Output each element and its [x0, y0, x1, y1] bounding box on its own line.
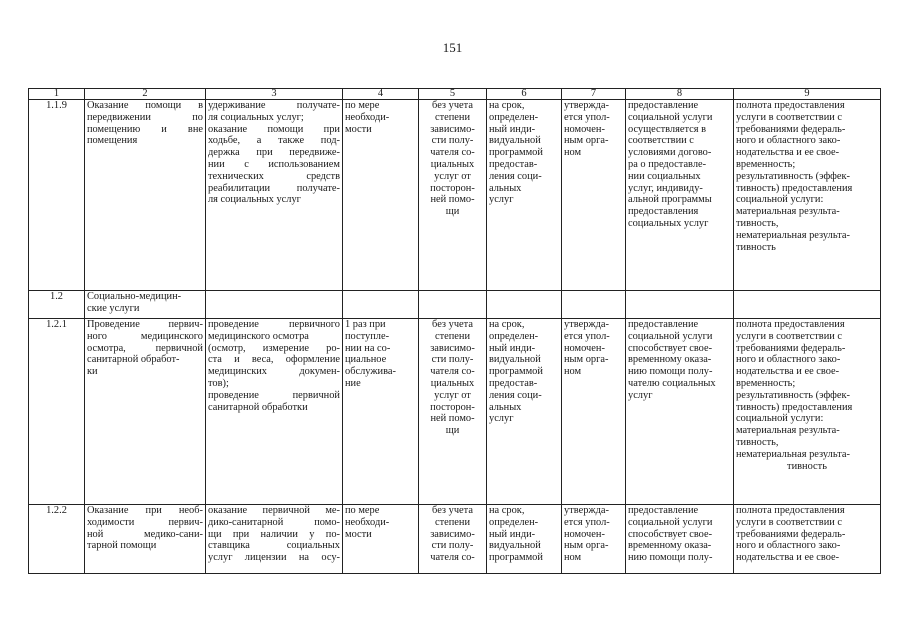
table-row	[29, 100, 881, 291]
row-number: 1.2.1	[29, 319, 85, 505]
empty-cell	[343, 291, 419, 319]
empty-cell	[626, 291, 734, 319]
table-row	[29, 505, 881, 574]
tariff-cell: утвержда- ется упол- номочен- ным орга- ном	[562, 319, 626, 505]
service-name-cell: Проведение первич- ного медицинского осмотра, первичной санитарной обработ- ки	[85, 319, 206, 505]
term-cell: на срок, определен- ный инди- видуальной программой предостав- ления соци- альных услуг	[487, 319, 562, 505]
table-row	[29, 291, 881, 319]
table-header-row	[29, 89, 881, 100]
quality-indicators-cell: полнота предоставления услуги в соответствии с требованиями федераль- ного и областного зако- нодательства и ее свое-	[734, 505, 881, 574]
column-header: 4	[343, 89, 419, 100]
row-number: 1.2.2	[29, 505, 85, 574]
section-title-cell: Социально-медицин- ские услуги	[85, 291, 206, 319]
term-cell: на срок, определен- ный инди- видуальной программой предостав- ления соци- альных услуг	[487, 100, 562, 291]
table-row	[29, 319, 881, 505]
column-header: 8	[626, 89, 734, 100]
periodicity-cell: по мере необходи- мости	[343, 505, 419, 574]
column-header: 9	[734, 89, 881, 100]
services-table	[28, 88, 881, 574]
dependency-cell: без учета степени зависимо- сти полу- чателя со- циальных услуг от посторон- ней помо- щи	[419, 100, 487, 291]
row-number: 1.1.9	[29, 100, 85, 291]
column-header: 7	[562, 89, 626, 100]
service-content-cell: проведение первичного медицинского осмотра (осмотр, измерение ро- ста и веса, оформление медицинских докумен- тов); проведение первичной санитарной обработки	[206, 319, 343, 505]
column-header: 6	[487, 89, 562, 100]
dependency-cell: без учета степени зависимо- сти полу- чателя со-	[419, 505, 487, 574]
service-content-cell: удерживание получате- ля социальных услуг; оказание помощи при ходьбе, а также под- держка при передвиже- нии с использованием технических средств реабилитации получате- ля социальных услуг	[206, 100, 343, 291]
service-name-cell: Оказание помощи в передвижении по помещению и вне помещения	[85, 100, 206, 291]
column-header: 2	[85, 89, 206, 100]
row-number: 1.2	[29, 291, 85, 319]
empty-cell	[487, 291, 562, 319]
term-cell: на срок, определен- ный инди- видуальной программой	[487, 505, 562, 574]
quality-indicators-cell: полнота предоставления услуги в соответствии с требованиями федераль- ного и областного зако- нодательства и ее свое- временность; результативность (эффек- тивность) предоставления социальной услуги: материальная результа- тивность, нематериальная результа- тивность	[734, 319, 881, 505]
empty-cell	[419, 291, 487, 319]
periodicity-cell: по мере необходи- мости	[343, 100, 419, 291]
page-number: 151	[442, 40, 463, 55]
empty-cell	[734, 291, 881, 319]
conditions-cell: предоставление социальной услуги способствует свое- временному оказа- нию помощи полу-	[626, 505, 734, 574]
tariff-cell: утвержда- ется упол- номочен- ным орга- ном	[562, 505, 626, 574]
empty-cell	[206, 291, 343, 319]
service-name-cell: Оказание при необ- ходимости первич- ной медико-сани- тарной помощи	[85, 505, 206, 574]
service-content-cell: оказание первичной ме- дико-санитарной помо- щи при наличии у по- ставщика социальных услуг лицензии на осу-	[206, 505, 343, 574]
column-header: 1	[29, 89, 85, 100]
quality-indicators-cell: полнота предоставления услуги в соответствии с требованиями федераль- ного и областного зако- нодательства и ее свое- временность; результативность (эффек- тивность) предоставления социальной услуги: материальная результа- тивность, нематериальная результа- тивность	[734, 100, 881, 291]
periodicity-cell: 1 раз при поступле- нии на со- циальное обслужива- ние	[343, 319, 419, 505]
dependency-cell: без учета степени зависимо- сти полу- чателя со- циальных услуг от посторон- ней помо- щи	[419, 319, 487, 505]
conditions-cell: предоставление социальной услуги способствует свое- временному оказа- нию помощи полу- чателю социальных услуг	[626, 319, 734, 505]
tariff-cell: утвержда- ется упол- номочен- ным орга- ном	[562, 100, 626, 291]
column-header: 3	[206, 89, 343, 100]
empty-cell	[562, 291, 626, 319]
column-header: 5	[419, 89, 487, 100]
conditions-cell: предоставление социальной услуги осуществляется в соответствии с условиями догово- ра о предоставле- нии социальных услуг, индивиду- альной программы предоставления социальных услуг	[626, 100, 734, 291]
